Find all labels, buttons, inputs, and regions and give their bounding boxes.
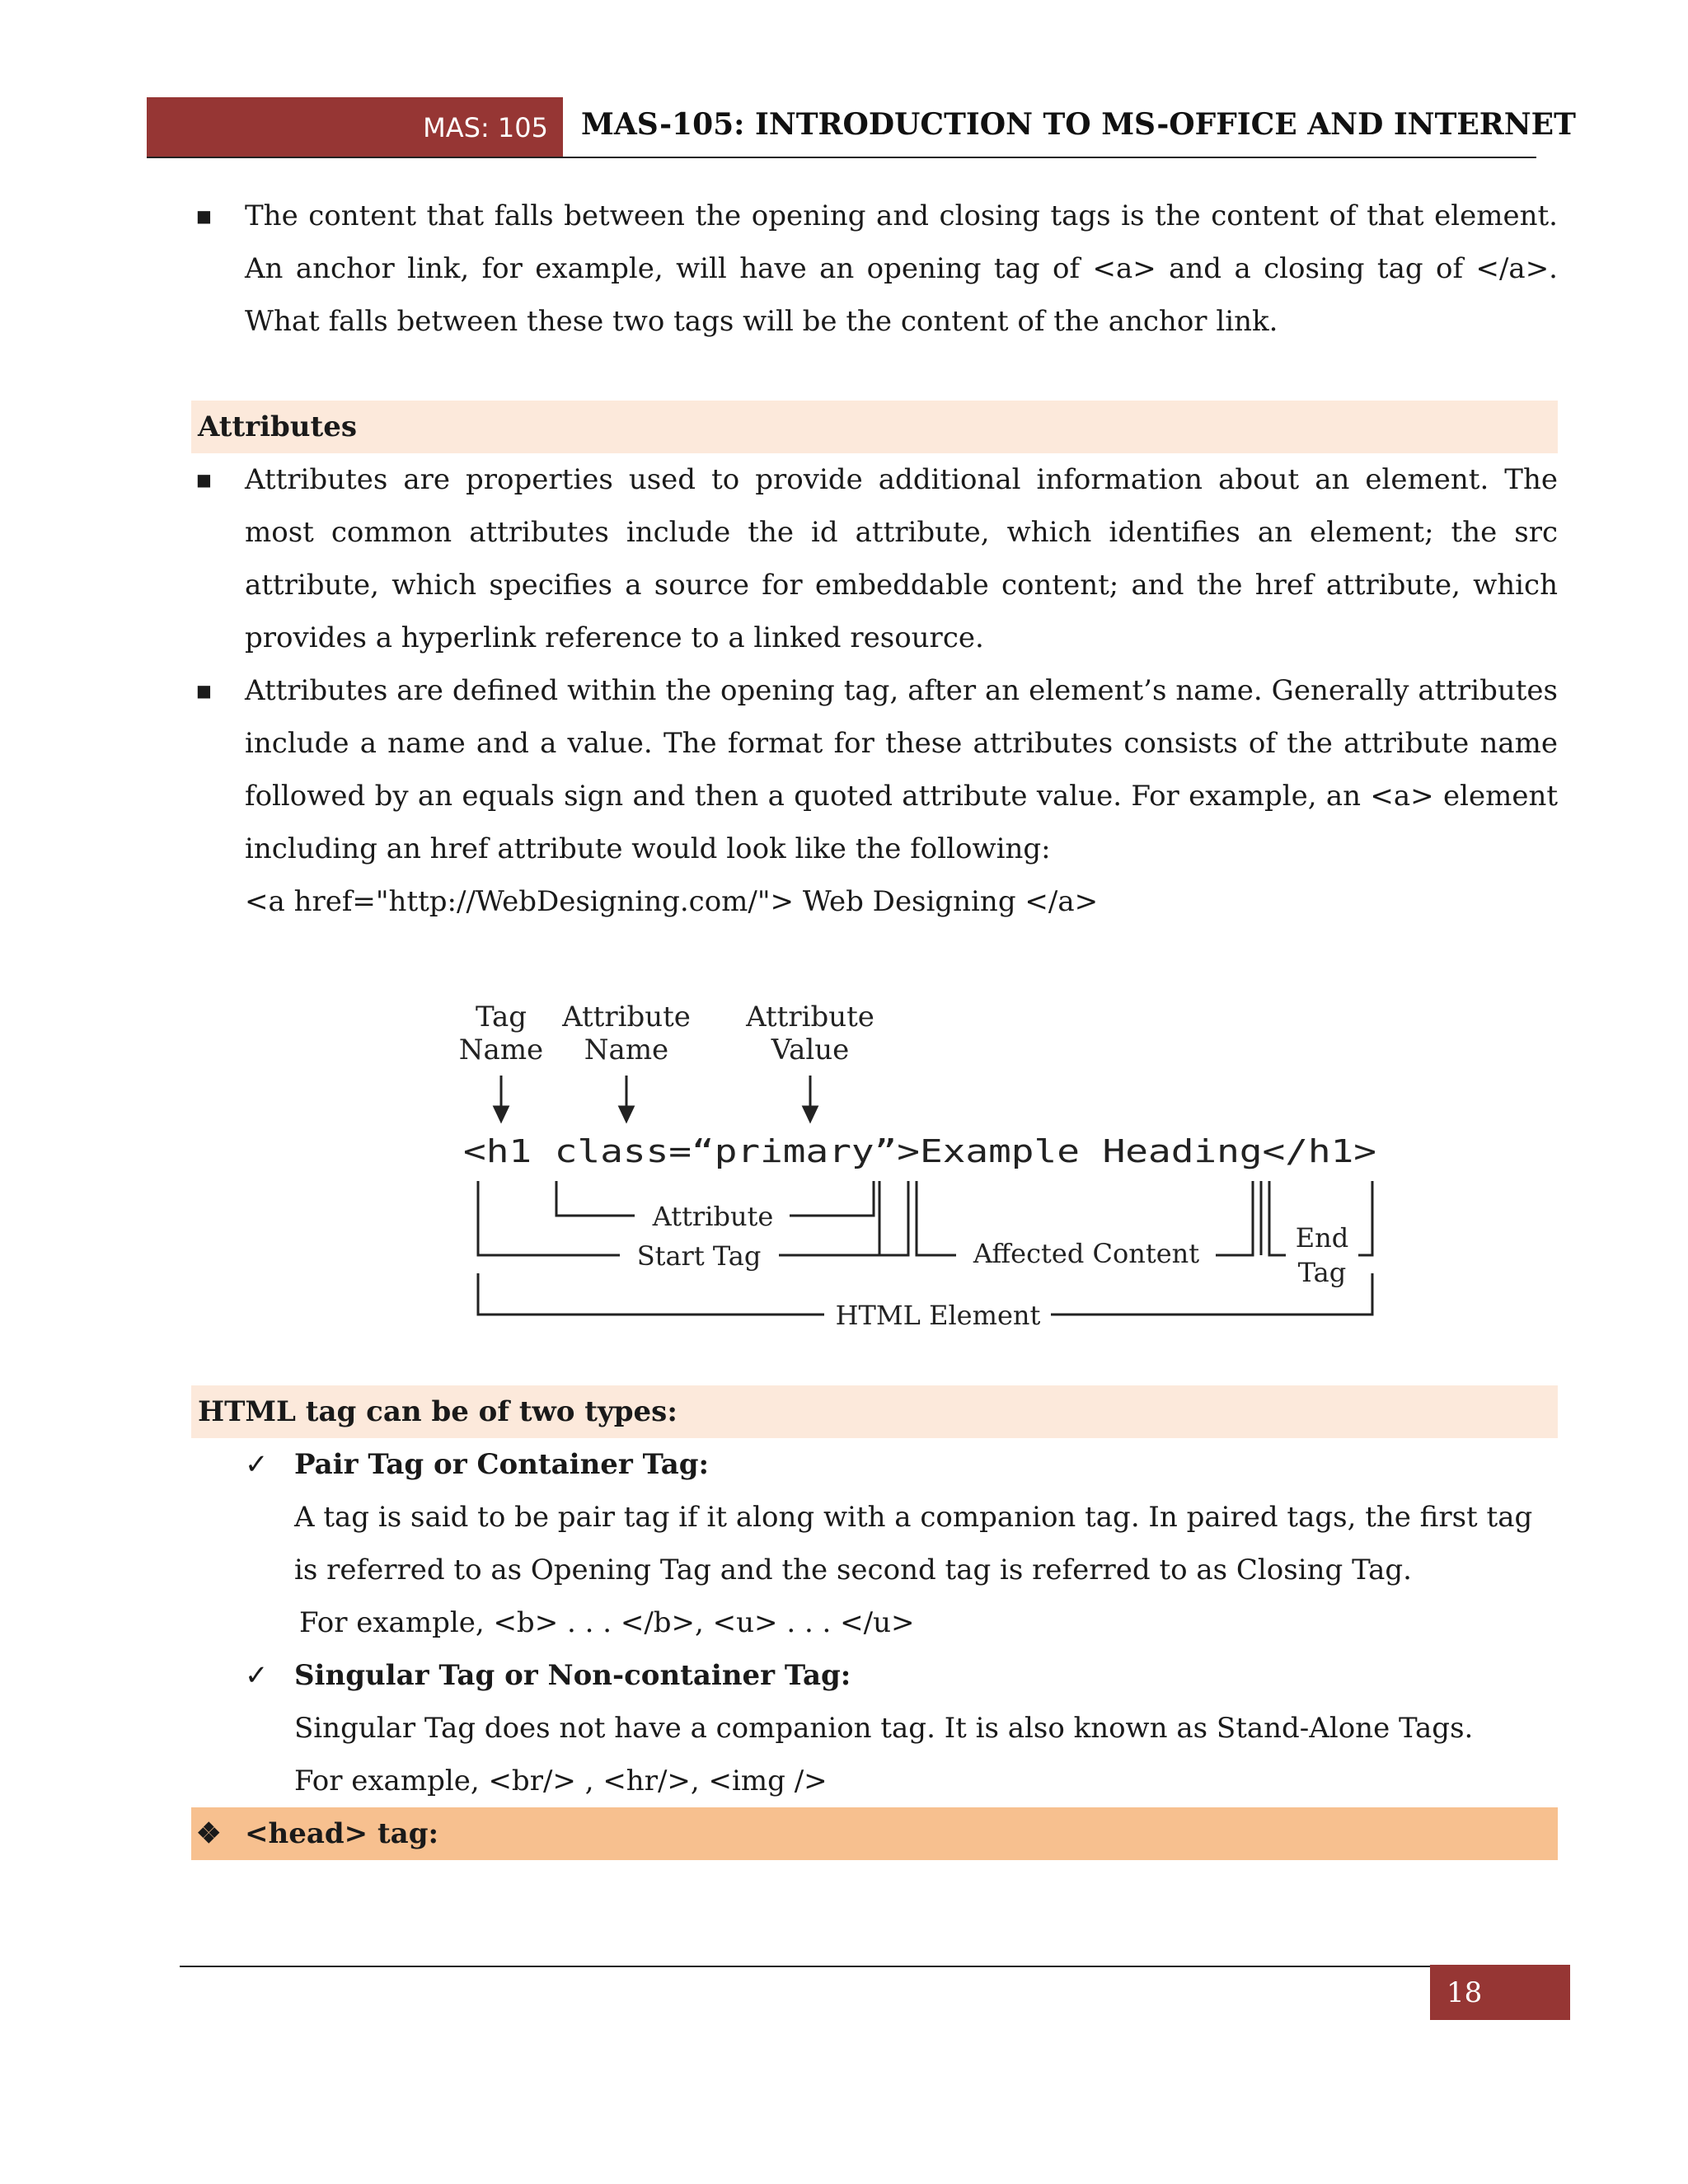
intro-bullet [191,190,1558,348]
checkmark-icon: ✓ [245,1448,269,1481]
pair-tag-description: A tag is said to be pair tag if it along with a companion tag. In paired tags, the first tag is referred to as Opening Tag and the second tag is referred to as Closing Tag. [294,1501,1533,1586]
singular-tag-example: For example, <br/> , <hr/>, <img /> [294,1765,828,1797]
end-tag-label: End [1295,1222,1349,1254]
pair-tag-title: Pair Tag or Container Tag: [294,1448,710,1481]
pair-tag-example: For example, <b> . . . </b>, <u> . . . </u> [299,1606,915,1639]
footer-divider [180,1966,1569,1967]
affected-content-label: Affected Content [973,1238,1200,1269]
example-code: <h1 class=“primary”>Example Heading</h1> [463,1133,1376,1169]
end-tag-label-2: Tag [1297,1257,1347,1288]
html-element-diagram [445,993,1393,1339]
attributes-bullet-text: Attributes are defined within the opening tag, after an element’s name. Generally attributes include a name and a value. The format for these attributes consists of the attribute name followed by an equals sign and then a quoted attribute value. For example, an <a> element including an href attribute would look like the following: [245,674,1558,865]
attributes-heading: Attributes [191,401,1558,453]
attributes-bullet-1 [191,453,1558,664]
head-tag-heading [191,1807,1558,1860]
course-code: MAS: 105 [423,111,548,143]
page-number: 18 [1447,1975,1483,2009]
pair-tag-item [191,1438,1558,1491]
attr-value-label: Attribute [746,1001,874,1033]
singular-tag-description: Singular Tag does not have a companion tag. It is also known as Stand-Alone Tags. [294,1712,1474,1745]
page-number-badge [1430,1965,1570,2020]
attr-name-label: Attribute [562,1001,691,1033]
tag-types-heading: HTML tag can be of two types: [191,1385,1558,1438]
attr-value-label-2: Value [771,1033,850,1066]
attributes-bullet-text: Attributes are properties used to provide additional information about an element. The most common attributes include the id attribute, which identifies an element; the src attribute, which specifies a source for embeddable content; and the href attribute, which provides a hyperlink reference to a linked resource. [245,463,1558,654]
arrow-icons [495,1076,817,1121]
singular-tag-item [191,1649,1558,1702]
attr-name-label-2: Name [584,1033,669,1066]
anchor-code-example: <a href="http://WebDesigning.com/"> Web Designing </a> [245,885,1099,918]
tag-name-label: Tag [475,1001,528,1033]
bracket-lines [478,1181,1372,1315]
start-tag-label: Start Tag [636,1240,762,1272]
header-divider [147,157,1536,158]
tag-name-label-2: Name [458,1033,544,1066]
attributes-bullet-2 [191,664,1558,875]
diamond-bullet-icon: ❖ [196,1817,222,1850]
square-bullet-icon: ■ [196,681,212,701]
html-element-label: HTML Element [835,1300,1041,1331]
singular-tag-title: Singular Tag or Non-container Tag: [294,1659,851,1692]
square-bullet-icon: ■ [196,206,212,226]
attribute-bracket-label: Attribute [652,1201,774,1232]
head-tag-heading-text: <head> tag: [245,1817,439,1850]
checkmark-icon: ✓ [245,1659,269,1692]
course-code-badge [147,97,563,157]
square-bullet-icon: ■ [196,470,212,490]
intro-bullet-text: The content that falls between the opening and closing tags is the content of that element. An anchor link, for example, will have an opening tag of <a> and a closing tag of </a>. What falls between these two tags will be the content of the anchor link. [245,199,1558,338]
course-title: MAS-105: INTRODUCTION TO MS-OFFICE AND INTERNET [581,107,1576,142]
